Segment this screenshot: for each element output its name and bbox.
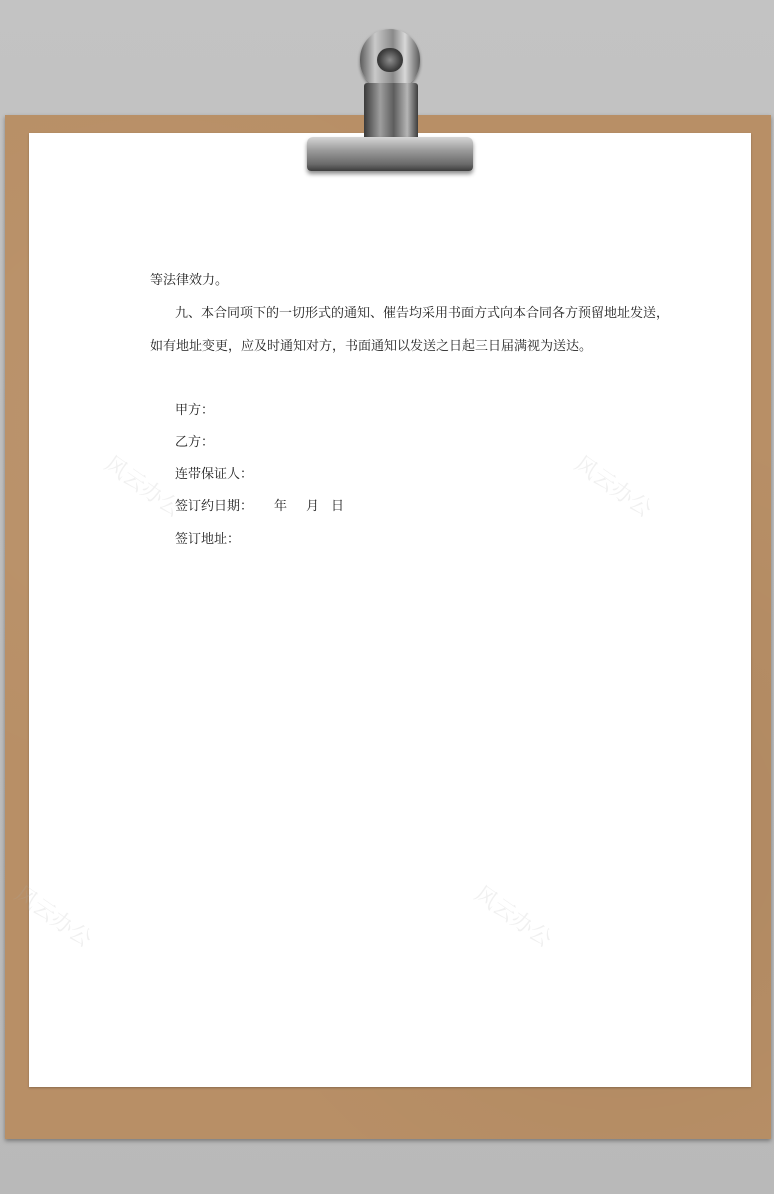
clip-base (307, 137, 473, 171)
binder-clip-icon (300, 25, 480, 180)
year-label: 年 (274, 499, 288, 514)
party-a-label: 甲方： (175, 403, 215, 418)
watermark-bottom-center: 风云办公 (469, 881, 557, 953)
guarantor-label: 连带保证人： (175, 467, 254, 482)
watermark-top-right: 风云办公 (569, 451, 657, 523)
paragraph-line-2: 九、本合同项下的一切形式的通知、催告均采用书面方式向本合同各方预留地址发送， (175, 306, 670, 321)
month-label: 月 (306, 499, 320, 514)
paragraph-line-1: 等法律效力。 (150, 273, 229, 288)
paragraph-line-3: 如有地址变更，应及时通知对方，书面通知以发送之日起三日届满视为送达。 (150, 339, 593, 354)
paper-sheet (29, 133, 751, 1087)
clip-ring (360, 29, 420, 91)
watermark-bottom-left: 风云办公 (9, 881, 97, 953)
sign-date-label: 签订约日期： (175, 499, 254, 514)
party-b-label: 乙方： (175, 435, 215, 450)
sign-address-label: 签订地址： (175, 532, 241, 547)
day-label: 日 (331, 499, 345, 514)
watermark-top-left: 风云办公 (99, 451, 187, 523)
